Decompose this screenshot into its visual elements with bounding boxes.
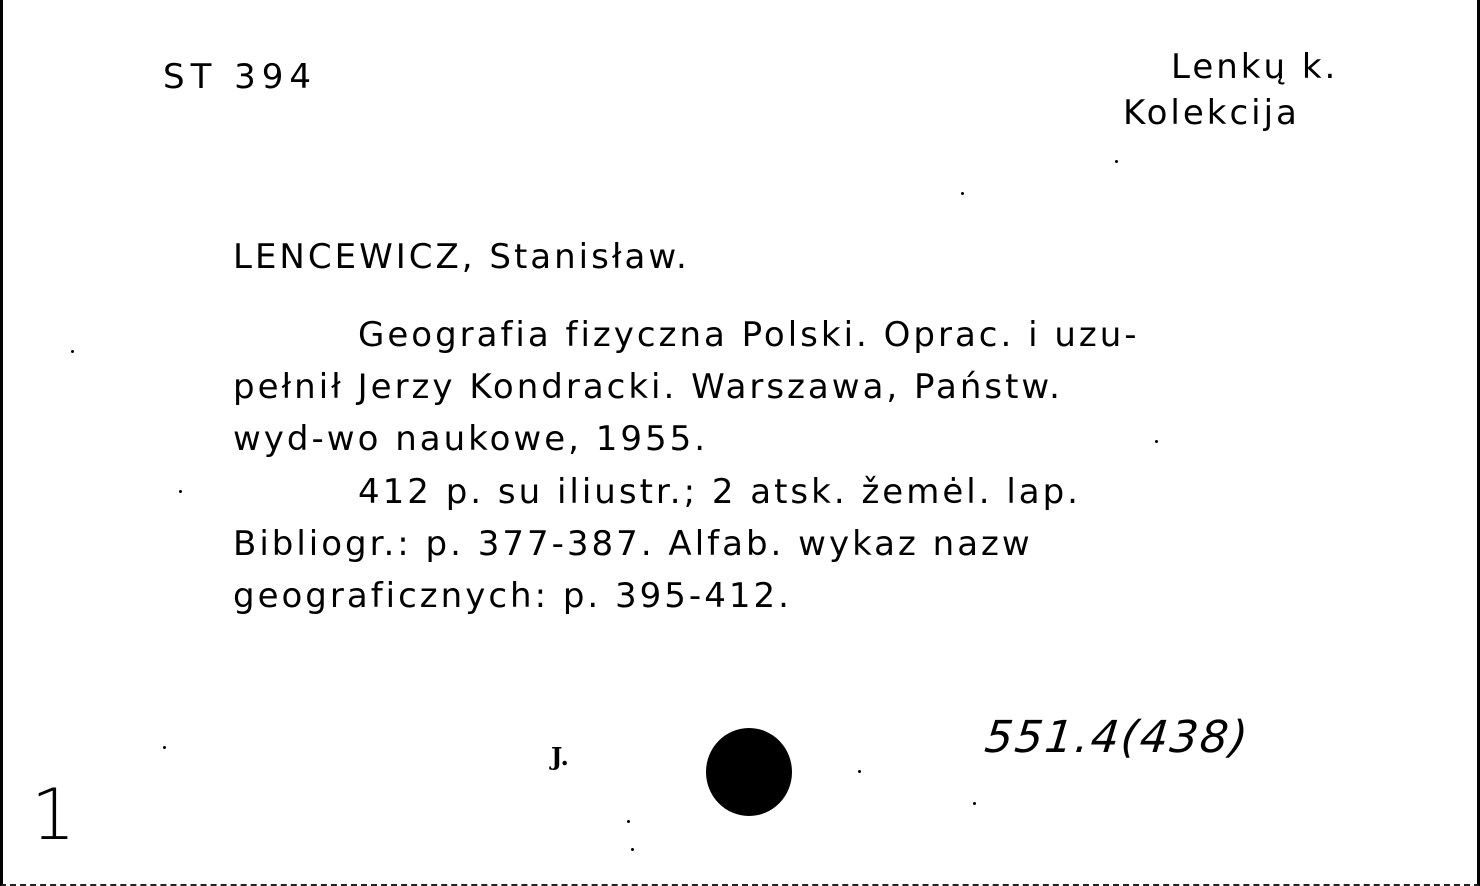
description-line-2: pełnił Jerzy Kondracki. Warszawa, Państw.	[233, 367, 1063, 407]
card-number: 1	[31, 774, 76, 856]
punch-hole	[706, 728, 792, 816]
speck	[179, 490, 182, 493]
description-line-5: Bibliogr.: p. 377-387. Alfab. wykaz nazw	[233, 524, 1033, 564]
speck	[1115, 160, 1118, 163]
description-line-4: 412 p. su iliustr.; 2 atsk. žemėl. lap.	[358, 472, 1081, 512]
speck	[961, 192, 964, 195]
speck	[858, 770, 861, 773]
author-heading: LENCEWICZ, Stanisław.	[233, 237, 690, 277]
description-line-6: geograficznych: p. 395-412.	[233, 576, 792, 616]
description-line-3: wyd-wo naukowe, 1955.	[233, 419, 709, 459]
description-line-1: Geografia fizyczna Polski. Oprac. i uzu-	[358, 315, 1140, 355]
classification-number: 551.4(438)	[982, 712, 1252, 763]
small-mark: J.	[551, 742, 569, 771]
speck	[163, 746, 166, 749]
speck	[1155, 440, 1158, 443]
collection-type: Kolekcija	[1123, 93, 1300, 133]
speck	[71, 350, 74, 353]
collection-label: Lenkų k.	[1171, 47, 1339, 87]
speck	[627, 820, 630, 823]
shelfmark: ST 394	[163, 57, 318, 97]
speck	[631, 848, 634, 851]
speck	[973, 802, 976, 805]
